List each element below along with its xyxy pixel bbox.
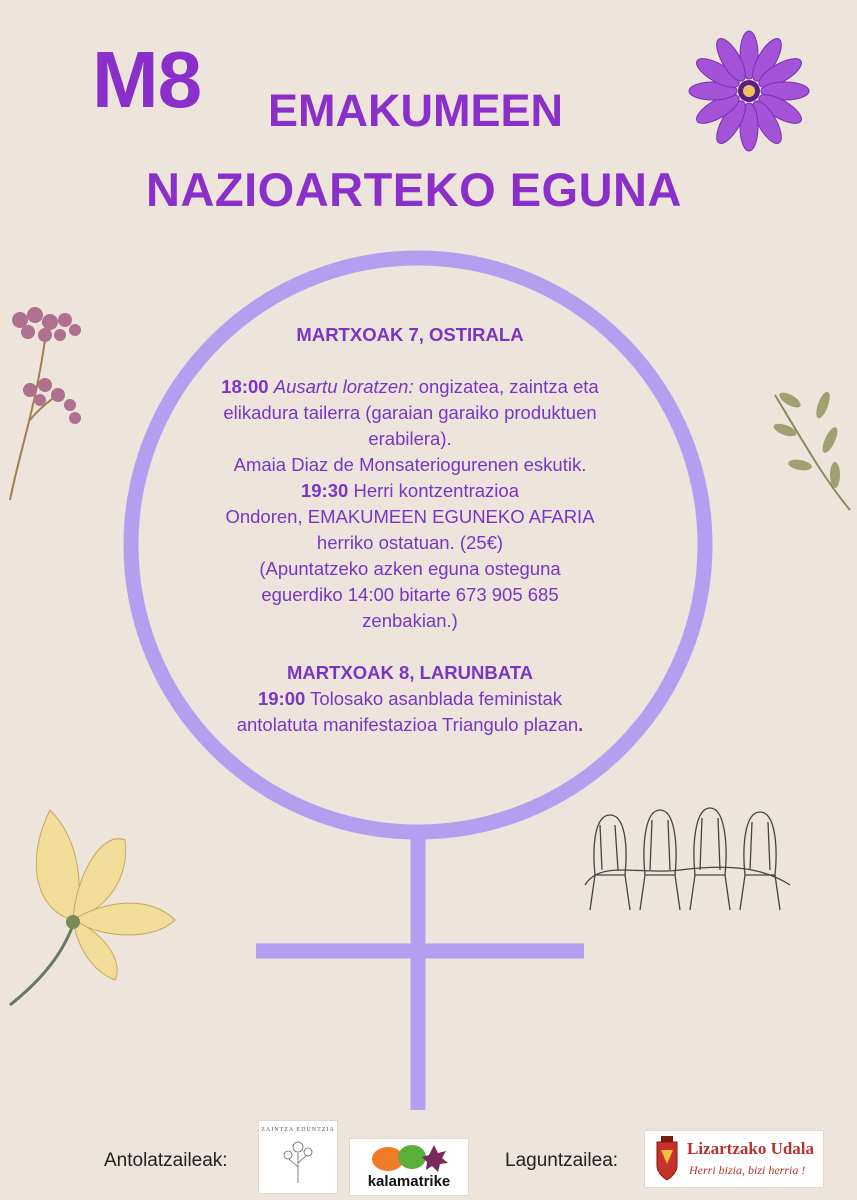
day1-event1-line4: Amaia Diaz de Monsateriogurenen eskutik. bbox=[233, 454, 587, 475]
leaf-branch-icon bbox=[765, 385, 855, 515]
coat-of-arms-icon bbox=[651, 1136, 683, 1182]
kalamatrike-logo: kalamatrike bbox=[349, 1138, 469, 1196]
organizers-label: Antolatzaileak: bbox=[104, 1150, 228, 1171]
event-time: 19:00 bbox=[257, 688, 306, 709]
dried-flowers-icon bbox=[0, 300, 95, 500]
speech-bubbles-icon bbox=[372, 1143, 448, 1173]
day1-event1-line3: erabilera). bbox=[368, 428, 452, 449]
purple-daisy-icon bbox=[688, 30, 810, 152]
day2-heading: MARTXOAK 8, LARUNBATA bbox=[287, 662, 533, 683]
day1-event3-line2: herriko ostatuan. (25€) bbox=[316, 532, 504, 553]
supporter-label: Laguntzailea: bbox=[505, 1150, 619, 1171]
day2-event-line2: antolatuta manifestazioa Triangulo plazan. bbox=[236, 714, 584, 735]
lizartzako-udala-logo: Lizartzako Udala Herri bizia, bizi herria ! bbox=[644, 1130, 824, 1188]
yellow-flower-icon bbox=[5, 800, 185, 1010]
flower-sketch-icon bbox=[283, 1137, 313, 1183]
zaintza-eduntzia-logo: ZAINTZA EDUNTZIA bbox=[258, 1120, 338, 1194]
title-line-2: NAZIOARTEKO EGUNA bbox=[146, 163, 682, 216]
day1-event1-line1: 18:00 Ausartu loratzen: ongizatea, zaintza eta bbox=[221, 376, 599, 397]
day2-event-line1: 19:00 Tolosako asanblada feministak bbox=[257, 688, 563, 709]
day1-event2: 19:30 Herri kontzentrazioa bbox=[300, 480, 519, 501]
day1-heading: MARTXOAK 7, OSTIRALA bbox=[296, 324, 524, 345]
day1-event3-line4: eguerdiko 14:00 bitarte 673 905 685 bbox=[261, 584, 559, 605]
m8-title: M8 bbox=[92, 35, 202, 124]
event-time: 18:00 bbox=[221, 376, 269, 397]
program-content bbox=[175, 322, 645, 738]
event-title: Ausartu loratzen: bbox=[273, 376, 414, 397]
day1-event3-line1: Ondoren, EMAKUMEEN EGUNEKO AFARIA bbox=[225, 506, 595, 527]
day1-event3-line5: zenbakian.) bbox=[362, 610, 458, 631]
event-time: 19:30 bbox=[300, 480, 349, 501]
women-hugging-illustration bbox=[580, 800, 795, 915]
day1-event3-line3: (Apuntatzeko azken eguna osteguna bbox=[259, 558, 561, 579]
title-line-1: EMAKUMEEN bbox=[268, 85, 564, 136]
day1-event1-line2: elikadura tailerra (garaian garaiko produktuen bbox=[223, 402, 597, 423]
